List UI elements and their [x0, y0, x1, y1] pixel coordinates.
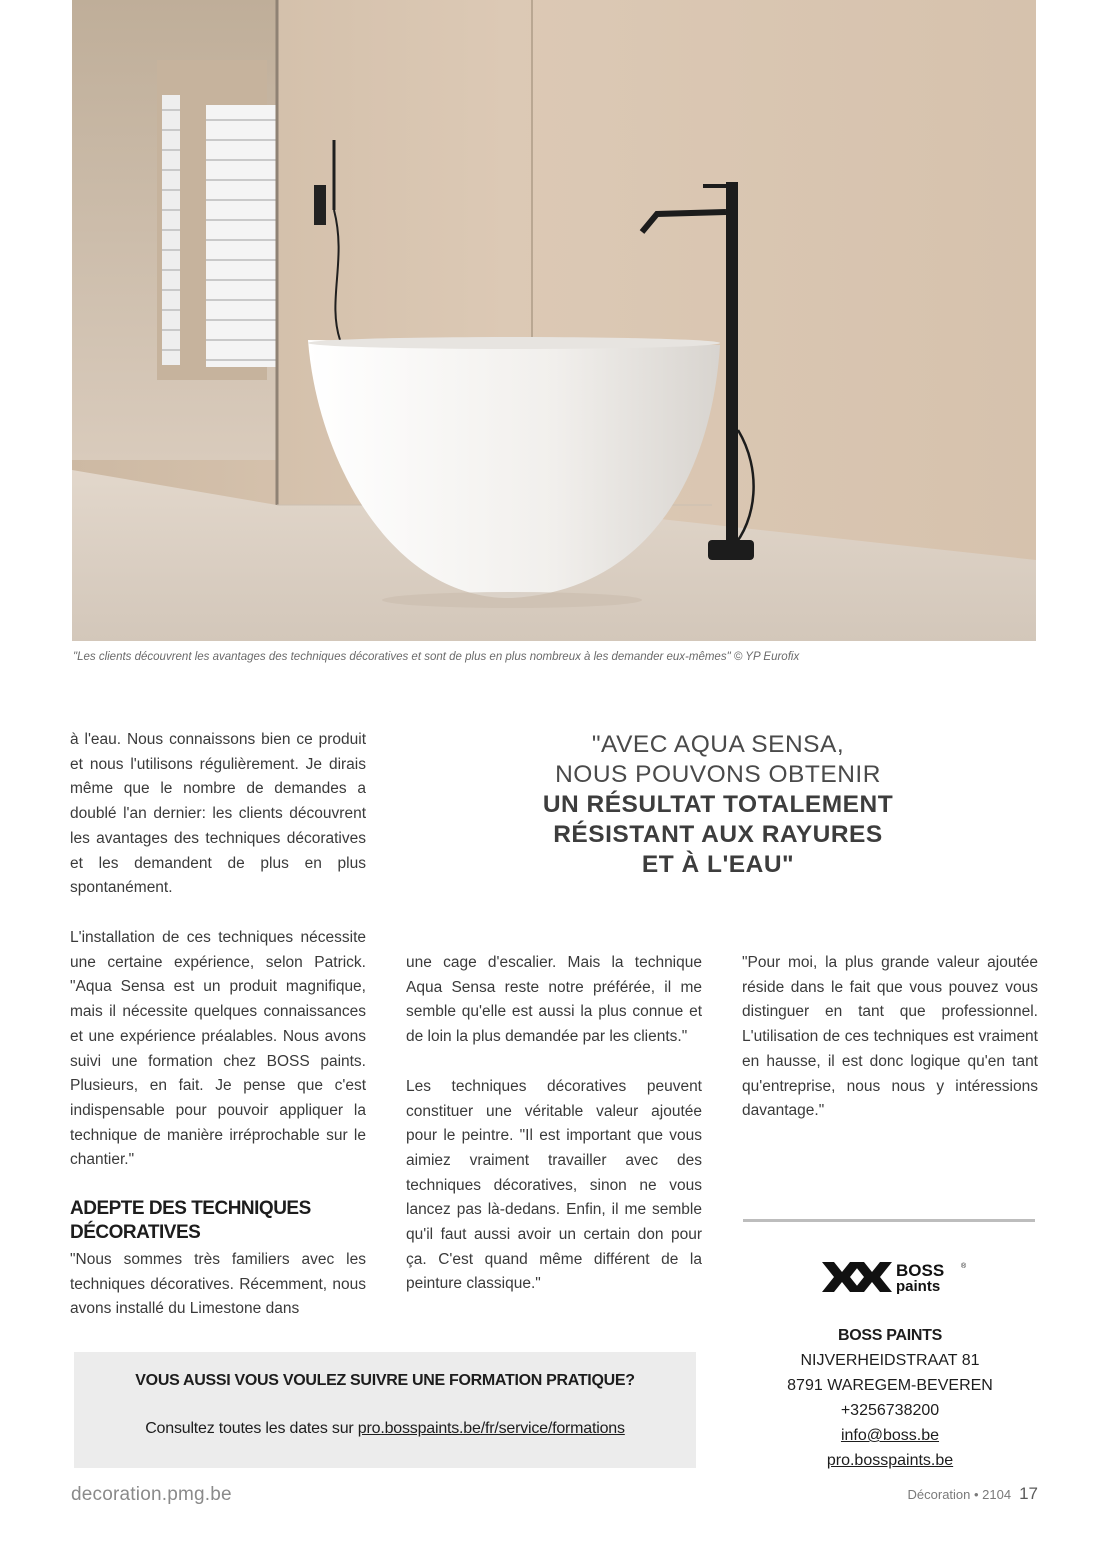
contact-website-link[interactable]: pro.bosspaints.be	[826, 1452, 954, 1469]
article-col3-paragraph: "Pour moi, la plus grande valeur ajoutée réside dans le fait que vous pouvez vous distinguer en tant que professionnel. L'utilisation de ces techniques est vraiment en hausse, il est donc logique qu'en tant qu'entreprise, nous nous y intéressions davantage."	[742, 954, 1038, 1120]
boss-logo-mark-icon	[822, 1262, 892, 1292]
photo-caption: "Les clients découvrent les avantages des techniques décoratives et sont de plus en plus nombreux à les demander eux-mêmes" © YP Eurofix	[73, 651, 800, 663]
cta-prefix: Consultez toutes les dates sur	[145, 1420, 358, 1437]
section-subheading: ADEPTE DES TECHNIQUES DÉCORATIVES	[70, 1198, 311, 1243]
bathroom-illustration	[72, 0, 1036, 641]
contact-company-name: BOSS PAINTS	[838, 1327, 942, 1344]
pull-quote-line2: NOUS POUVONS OBTENIR	[555, 761, 881, 788]
article-col2-paragraph1: une cage d'escalier. Mais la technique Aqua Sensa reste notre préférée, il me semble qu'elle est aussi la plus connue et de loin la plus demandée par les clients."	[406, 954, 702, 1046]
pull-quote-line5: ET À L'EAU"	[641, 851, 795, 878]
contact-street: NIJVERHEIDSTRAAT 81	[800, 1352, 980, 1369]
contact-city: 8791 WAREGEM-BEVEREN	[787, 1377, 993, 1394]
cta-title: VOUS AUSSI VOUS VOULEZ SUIVRE UNE FORMATION PRATIQUE?	[135, 1372, 635, 1389]
pull-quote-line4: RÉSISTANT AUX RAYURES	[553, 821, 883, 848]
contact-email-link[interactable]: info@boss.be	[840, 1427, 940, 1444]
logo-word-paints: paints	[896, 1278, 941, 1295]
contact-block	[760, 1323, 1020, 1473]
article-col2-paragraph2: Les techniques décoratives peuvent constituer une véritable valeur ajoutée pour le peintre. "Il est important que vous aimiez vraiment travailler avec des techniques décoratives, sinon ne vous lancez pas là-dedans. Enfin, il me semble qu'il faut aussi avoir un certain don pour ça. C'est quand même différent de la peinture classique."	[406, 1077, 702, 1293]
footer-issue	[908, 1484, 1038, 1504]
article-col1-paragraph3: "Nous sommes très familiers avec les techniques décoratives. Récemment, nous avons installé du Limestone dans	[70, 1251, 366, 1318]
pull-quote-line3: UN RÉSULTAT TOTALEMENT	[542, 791, 894, 818]
article-col2	[406, 951, 702, 1297]
training-cta-box	[74, 1352, 696, 1468]
divider-rule	[743, 1219, 1035, 1222]
footer-site[interactable]: decoration.pmg.be	[71, 1484, 232, 1505]
pull-quote	[510, 730, 926, 880]
cta-url-link[interactable]: pro.bosspaints.be/fr/service/formations	[357, 1420, 625, 1437]
footer-issue-label: Décoration • 2104	[907, 1487, 1012, 1502]
cta-line	[74, 1420, 696, 1438]
window-blinds	[162, 95, 276, 367]
article-col1-paragraph2: L'installation de ces techniques nécessite une certaine expérience, selon Patrick. "Aqua Sensa est un produit magnifique, mais il nécessite quelques connaissances et une expérience préalables. Nous avons suivi une formation chez BOSS paints. Plusieurs, en fait. Je pense que c'est indispensable pour pouvoir appliquer la technique de manière irréprochable sur le chantier."	[70, 929, 366, 1169]
boss-paints-logo	[822, 1258, 968, 1296]
page-number: 17	[1019, 1484, 1038, 1503]
logo-registered-mark: ®	[961, 1263, 967, 1270]
article-col1-paragraph1: à l'eau. Nous connaissons bien ce produit et nous l'utilisons régulièrement. Je dirais même que le nombre de demandes a doublé l'an dernier: les clients découvrent les avantages des techniques décoratives et les demandent de plus en plus spontanément.	[70, 731, 366, 897]
logo-word-boss: BOSS	[896, 1261, 945, 1280]
bathroom-photo	[72, 0, 1036, 641]
contact-phone: +3256738200	[840, 1402, 940, 1419]
pull-quote-line1: "AVEC AQUA SENSA,	[591, 731, 845, 758]
